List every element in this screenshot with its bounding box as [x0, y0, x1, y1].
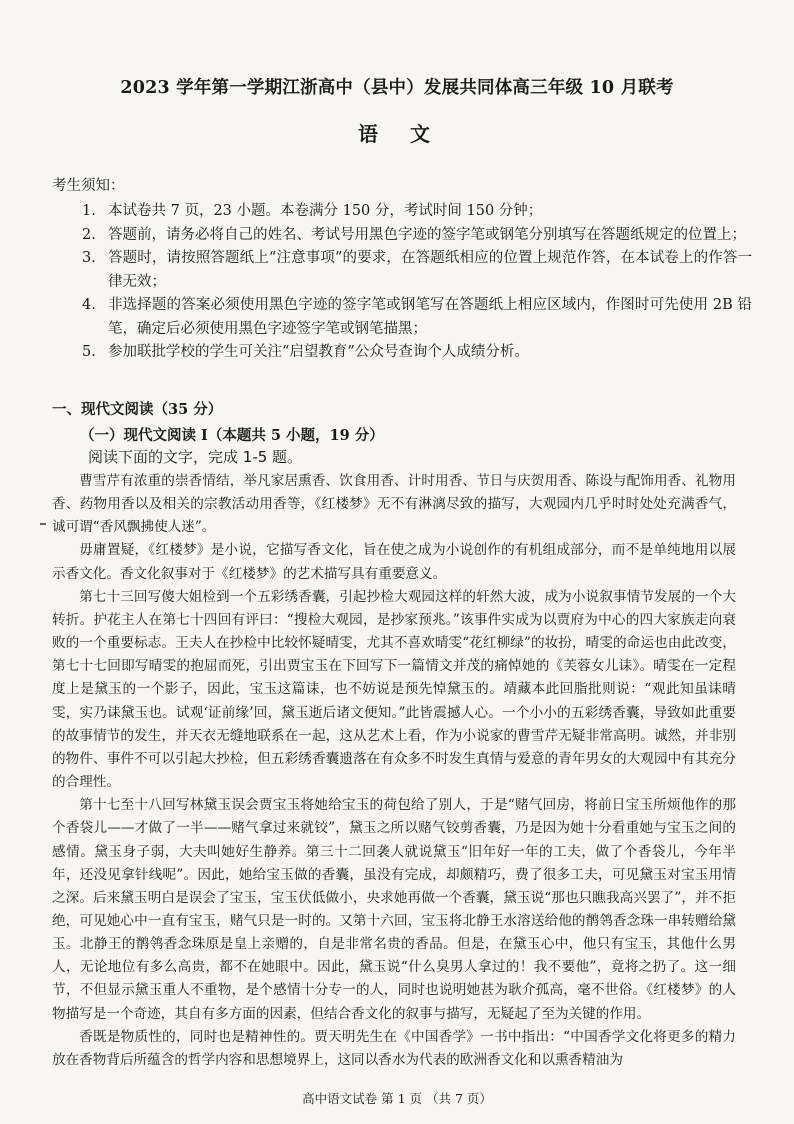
passage-paragraph: 毋庸置疑，《红楼梦》是小说，它描写香文化，旨在使之成为小说创作的有机组成部分，而不是单纯地用以展示香文化。香文化叙事对于《红楼梦》的艺术描写具有重要意义。 — [52, 542, 736, 582]
notice-item — [52, 294, 752, 341]
exam-title: 2023 学年第一学期江浙高中（县中）发展共同体高三年级 10 月联考 — [120, 78, 674, 98]
notice-number: 2. — [82, 226, 96, 243]
notice-number: 5. — [82, 344, 96, 360]
exam-notice — [52, 176, 752, 365]
notice-item — [52, 341, 752, 365]
passage-paragraph: 第七十三回写傻大姐检到一个五彩绣香囊，引起抄检大观园这样的轩然大波，成为小说叙事情节发展的一个大转折。护花主人在第七十四回有评曰：“搜检大观园，是抄家预兆。”该事件实成为以贾府为中心的四大家族走向衰败的一个重要标志。王夫人在抄检中比较怀疑晴雯，尤其不喜欢晴雯“花红柳绿”的妆扮，晴雯的命运也由此改变，第七十七回即写晴雯的抱屈而死，引出贾宝玉在下回写下一篇情文并茂的痛悼她的《芙蓉女儿诔》。晴雯在一定程度上是黛玉的一个影子，因此，宝玉这篇诔，也不妨说是预先悼黛玉的。靖藏本此回脂批则说：“观此知虽诔晴雯，实乃诔黛玉也。试观‘证前缘’回，黛玉逝后诸文便知。”此皆震撼人心。一个小小的五彩绣香囊，导致如此重要的故事情节的发生，并天衣无缝地联系在一起，这从艺术上看，作为小说家的曹雪芹无疑非常高明。诚然，并非别的物件、事件不可以引起大抄检，但五彩绣香囊遗落在有众多不时发生真情与爱意的青年男女的大观园中有其充分的合理性。 — [52, 588, 736, 791]
notice-number: 4. — [82, 297, 96, 313]
passage-paragraph: 香既是物质性的，同时也是精神性的。贾天明先生在《中国香学》一书中指出：“中国香学文化将更多的精力放在香物背后所蕴含的哲学内容和思想境界上，这同以香水为代表的欧洲香文化和以熏香精油为 — [52, 1028, 736, 1068]
notice-heading: 考生须知： — [52, 178, 125, 194]
subsection-title: （一）现代文阅读 I（本题共 5 小题，19 分） — [80, 427, 384, 444]
reading-instruction: 阅读下面的文字，完成 1-5 题。 — [88, 448, 303, 466]
notice-number: 3. — [82, 250, 96, 266]
section-title: 一、现代文阅读（35 分） — [52, 401, 223, 418]
pen-mark — [40, 523, 46, 525]
passage-paragraph: 曹雪芹有浓重的崇香情结，举凡家居熏香、饮食用香、计时用香、节日与庆贺用香、陈设与配饰用香、礼物用香、药物用香以及相关的宗教活动用香等，《红楼梦》无不有淋漓尽致的描写，大观园内几乎时时处处充满香气，诚可谓“香风飘拂使人迷”。 — [52, 473, 736, 536]
notice-text: 答题时，请按照答题纸上“注意事项”的要求，在答题纸相应的位置上规范作答，在本试卷上的作答一律无效； — [108, 250, 752, 290]
notice-text: 参加联批学校的学生可关注“启望教育”公众号查询个人成绩分析。 — [108, 344, 529, 360]
notice-item — [52, 224, 752, 248]
notice-text: 本试卷共 7 页，23 小题。本卷满分 150 分，考试时间 150 分钟； — [108, 203, 543, 219]
notice-number: 1. — [82, 203, 96, 219]
passage-paragraph: 第十七至十八回写林黛玉误会贾宝玉将她给宝玉的荷包给了别人，于是“赌气回房，将前日宝玉所烦他作的那个香袋儿——才做了一半——赌气拿过来就铰”，黛玉之所以赌气铰剪香囊，乃是因为她十分看重她与宝玉之间的感情。黛玉身子弱，大夫叫她好生静养。第三十二回袭人就说黛玉“旧年好一年的工夫，做了个香袋儿，今年半年，还没见拿针线呢”。因此，她给宝玉做的香囊，虽没有完成，却颇精巧，费了很多工夫，可见黛玉对宝玉用情之深。后来黛玉明白是误会了宝玉，宝玉伏低做小，央求她再做一个香囊，黛玉说“那也只瞧我高兴罢了”，并不拒绝，可见她心中一直有宝玉，赌气只是一时的。又第十六回，宝玉将北静王水溶送给他的鹡鸰香念珠一串转赠给黛玉。北静王的鹡鸰香念珠原是皇上亲赠的，自是非常名贵的香品。但是，在黛玉心中，他只有宝玉，其他什么男人，无论地位有多么高贵，都不在她眼中。因此，黛玉说“什么臭男人拿过的！我不要他”，竟将之扔了。这一细节，不但显示黛玉重人不重物，是个感情十分专一的人，同时也说明她甚为耿介孤高，毫不世俗。《红楼梦》的人物描写是一个奇迹，其自有多方面的因素，但结合香文化的叙事与描写，无疑起了至为关键的作用。 — [52, 797, 736, 1022]
notice-text: 非选择题的答案必须使用黑色字迹的签字笔或钢笔写在答题纸上相应区域内，作图时可先使用 2B 铅笔，确定后必须使用黑色字迹签字笔或钢笔描黑； — [108, 297, 752, 337]
reading-passage — [52, 470, 736, 1072]
subject-title: 语 文 — [358, 122, 436, 146]
notice-item — [52, 200, 752, 224]
notice-list — [52, 200, 752, 365]
notice-item — [52, 247, 752, 294]
page-footer: 高中语文试卷 第 1 页 （共 7 页） — [302, 1091, 492, 1106]
notice-text: 答题前，请务必将自己的姓名、考试号用黑色字迹的签字笔或钢笔分别填写在答题纸规定的位置上； — [108, 226, 746, 243]
